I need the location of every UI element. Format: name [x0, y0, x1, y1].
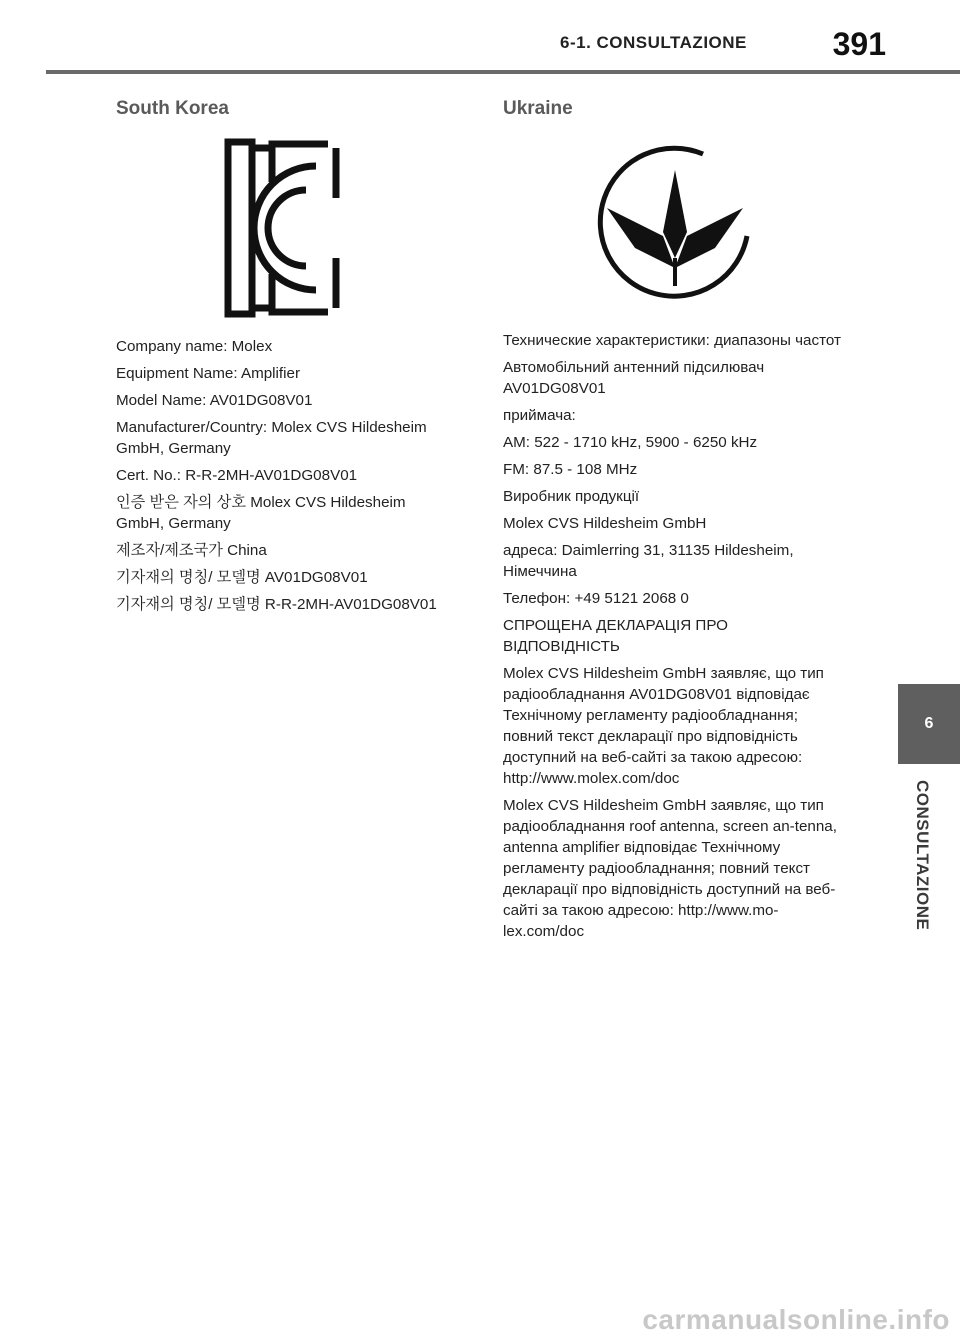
list-item: Equipment Name: Amplifier: [116, 365, 301, 382]
list-item: 인증 받은 자의 상호 Molex CVS Hildesheim GmbH, Germany: [116, 494, 406, 532]
list-item: Molex CVS Hildesheim GmbH заявляє, що тип радіообладнання AV01DG08V01 відповідає Технічному регламенту радіообладнання; повний текст декларації про відповідність доступний на веб-сайті за такою адресою: http://www.molex.com/doc: [503, 665, 824, 787]
list-item: 제조자/제조국가 China: [116, 542, 267, 559]
ukrsepro-mark-icon: [587, 136, 763, 312]
south-korea-section: [116, 98, 456, 621]
chapter-tab: 6: [898, 684, 960, 764]
list-item: Molex CVS Hildesheim GmbH: [503, 515, 707, 532]
list-item: Manufacturer/Country: Molex CVS Hildesheim GmbH, Germany: [116, 419, 427, 457]
list-item: 기자재의 명칭/ 모델명 AV01DG08V01: [116, 569, 368, 586]
ukraine-section: [503, 98, 848, 948]
list-item: СПРОЩЕНА ДЕКЛАРАЦІЯ ПРО ВІДПОВІДНІСТЬ: [503, 617, 728, 655]
page-number: 391: [832, 26, 886, 62]
chapter-side-label: CONSULTAZIONE: [913, 780, 932, 931]
list-item: Телефон: +49 5121 2068 0: [503, 590, 689, 607]
kc-mark-icon: [224, 138, 342, 318]
section-title: 6-1. CONSULTAZIONE: [560, 33, 747, 52]
list-item: Технические характеристики: диапазоны частот: [503, 332, 841, 349]
list-item: Company name: Molex: [116, 338, 273, 355]
list-item: Виробник продукції: [503, 488, 640, 505]
south-korea-lines: [116, 336, 456, 615]
list-item: 기자재의 명칭/ 모델명 R-R-2MH-AV01DG08V01: [116, 596, 437, 613]
ukraine-lines: [503, 330, 848, 942]
south-korea-title: South Korea: [116, 98, 229, 119]
list-item: Molex CVS Hildesheim GmbH заявляє, що тип радіообладнання roof antenna, screen an-tenna, antenna amplifier відповідає Технічному регламенту радіообладнання; повний текст декларації про відповідність доступний на веб-сайті за такою адресою: http://www.mo-lex.com/doc: [503, 797, 837, 940]
list-item: FM: 87.5 - 108 MHz: [503, 461, 638, 478]
list-item: адреса: Daimlerring 31, 31135 Hildesheim, Німеччина: [503, 542, 794, 580]
header-rule: [46, 70, 960, 74]
list-item: Cert. No.: R-R-2MH-AV01DG08V01: [116, 467, 358, 484]
ukraine-title: Ukraine: [503, 98, 573, 119]
list-item: AM: 522 - 1710 kHz, 5900 - 6250 kHz: [503, 434, 758, 451]
list-item: Model Name: AV01DG08V01: [116, 392, 313, 409]
list-item: приймача:: [503, 407, 576, 424]
list-item: Автомобільний антенний підсилювач AV01DG08V01: [503, 359, 765, 397]
watermark: carmanualsonline.info: [642, 1304, 950, 1335]
